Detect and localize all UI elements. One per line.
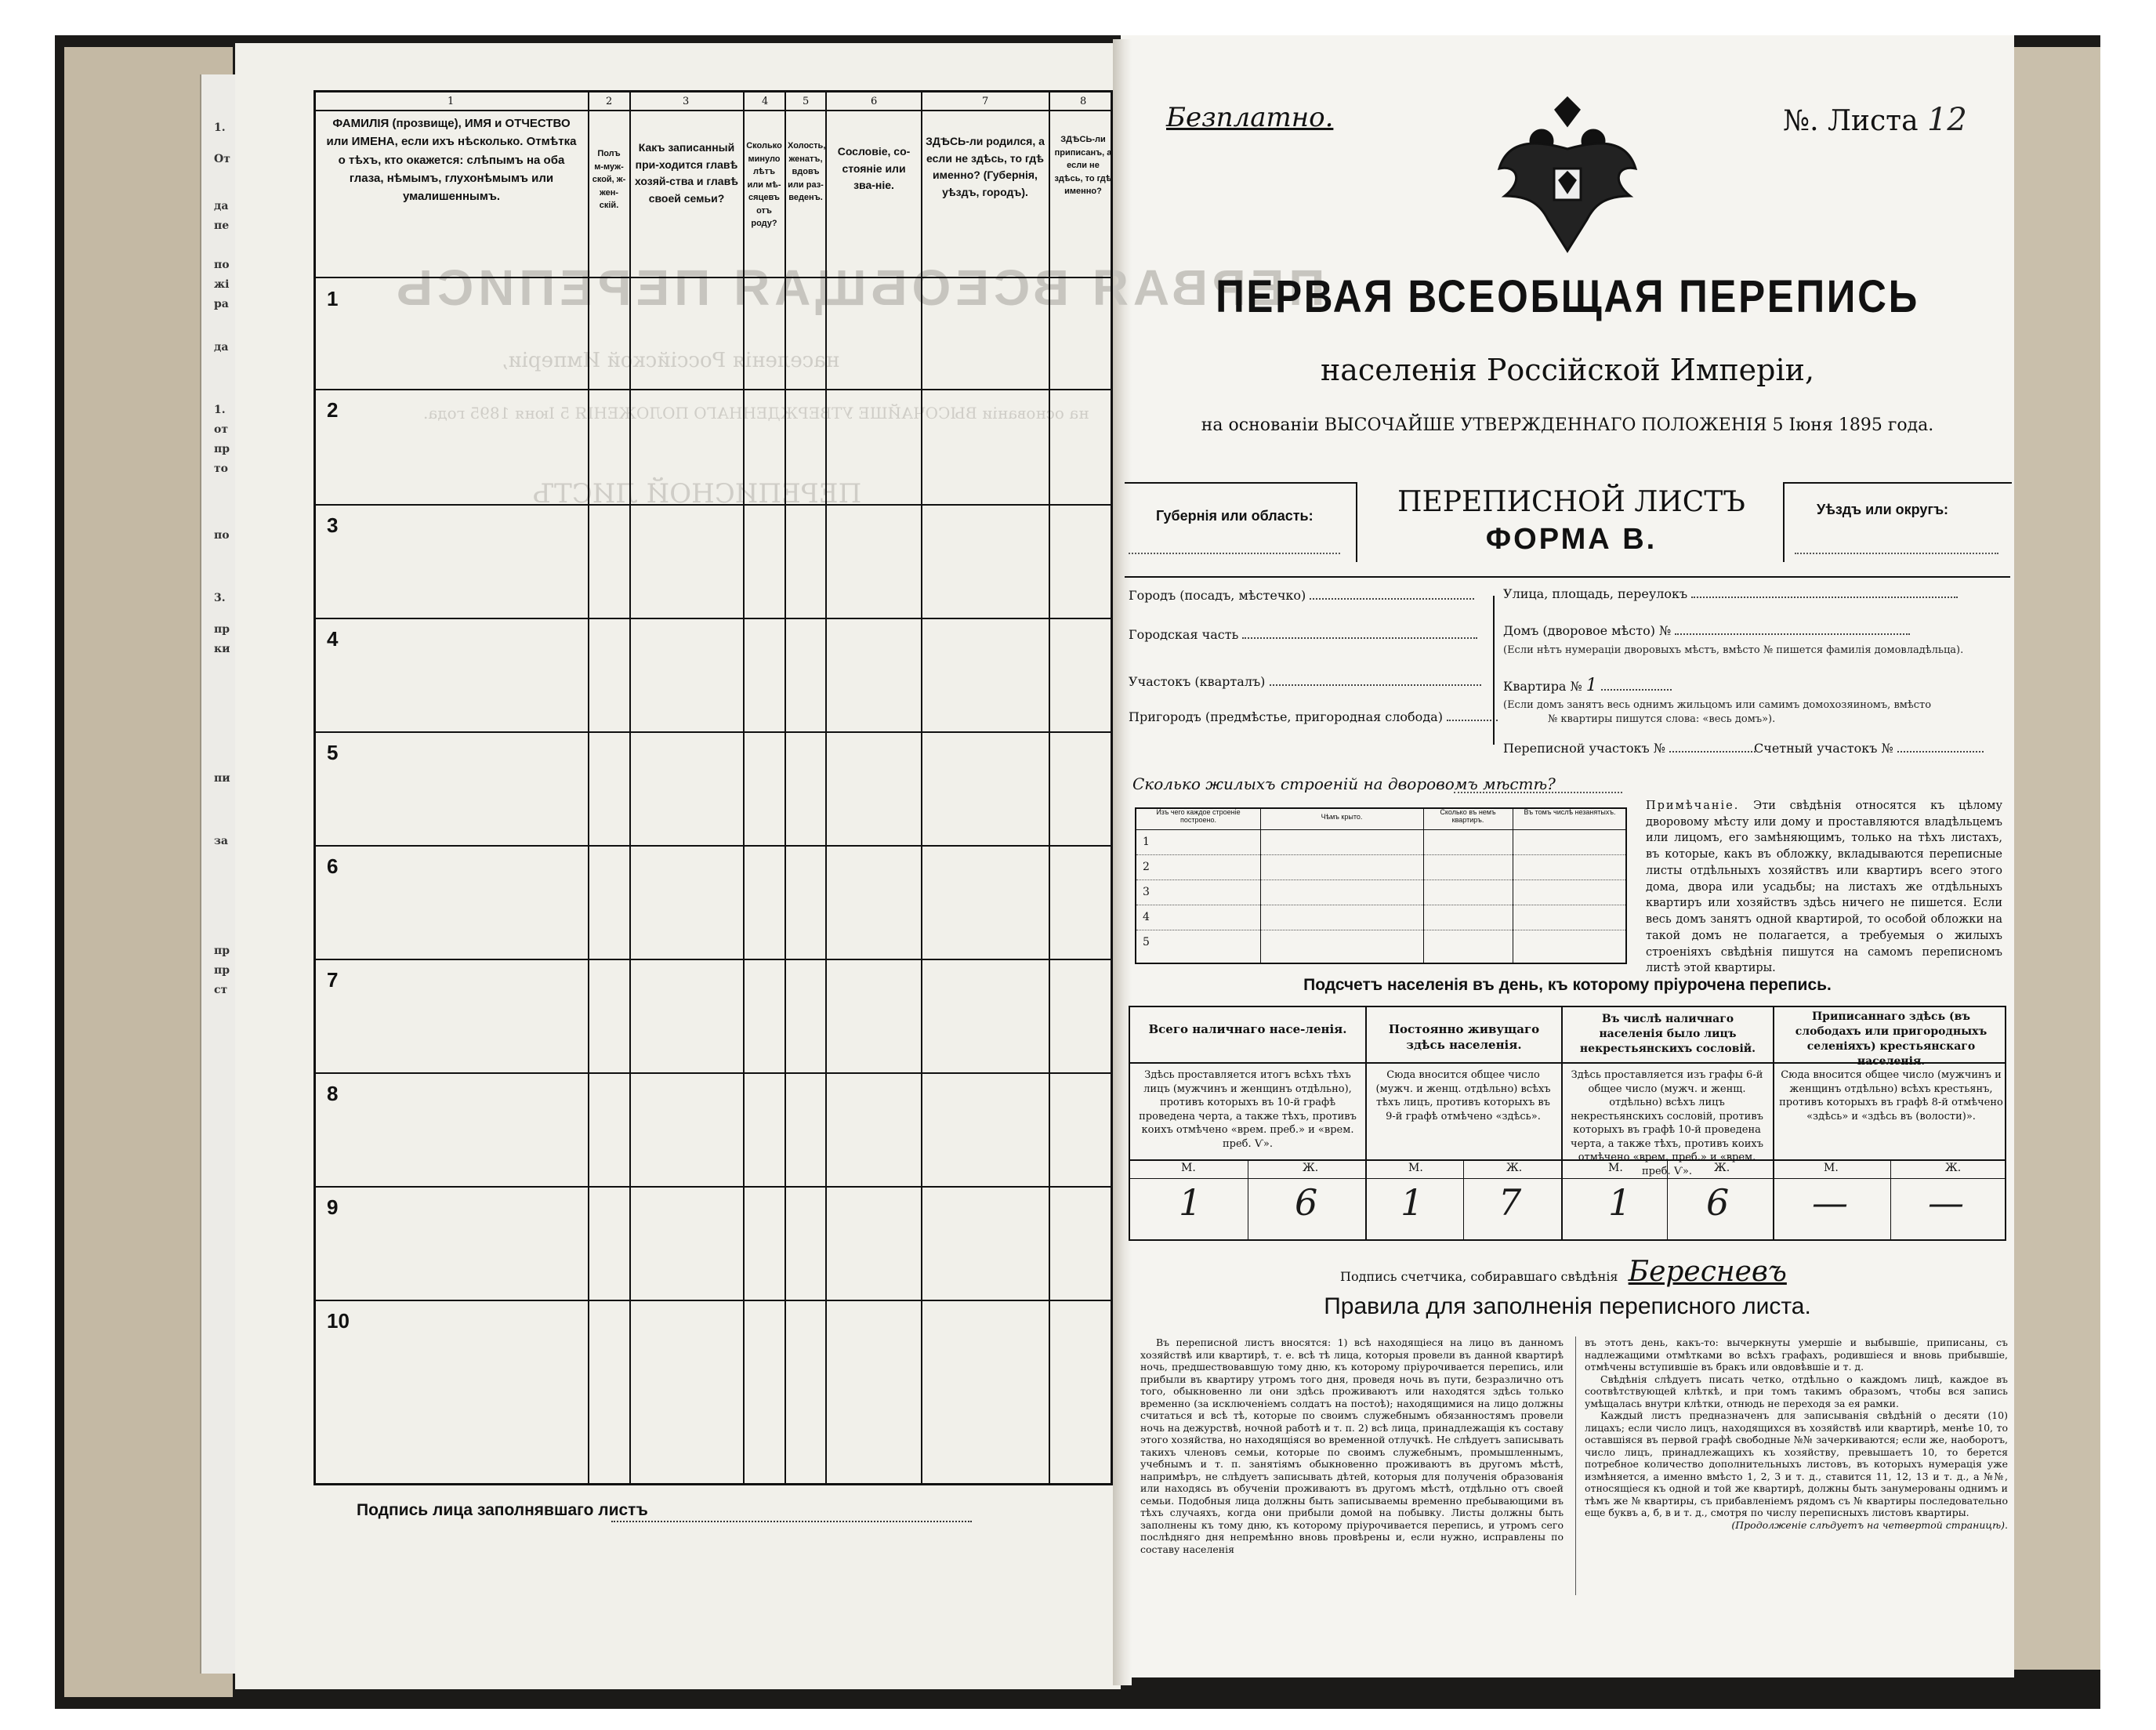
count-nonpeasant-male: 1 — [1608, 1181, 1632, 1224]
header-estate: Сословіе, со-стояніе или зва-ніе. — [837, 145, 911, 192]
column-number-1: 1 — [448, 96, 455, 107]
header-age: Сколько минуло лѣтъ или мѣ-сяцевъ отъ роду? — [746, 141, 782, 228]
remark-body: Эти свѣдѣнія относятся къ цѣлому дворовому мѣсту или дому и проставляются владѣльцемъ или лицомъ, его замѣняющимъ, только на тѣхъ листахъ, въ которые, какъ въ обложку, вкладываются переписные листы отдѣльныхъ хозяйствъ или квартиръ всего этого дома, двора или усадьбы; на листахъ же отдѣльныхъ квартиръ или хозяйствъ здѣсь ничего не пишется. Если весь домъ занятъ одной квартирой, то особой обложки на такой домъ не полагается, а требуемыя о жилыхъ строеніяхъ свѣдѣнія пишутся на самомъ переписномъ листѣ этой квартиры. — [1646, 800, 2002, 975]
book-edge-right — [2006, 47, 2100, 1670]
female-label: Ж. — [1303, 1162, 1319, 1174]
column-number-3: 3 — [683, 96, 690, 107]
column-number-6: 6 — [871, 96, 878, 107]
buildings-answer-line — [1454, 792, 1622, 793]
rules-left-text: Въ переписной листъ вносятся: 1) всѣ находящіеся на лицо въ данномъ хозяйствѣ или квартирѣ, т. е. всѣ тѣ лица, которыя провели въ данной квартирѣ ночь, предшествовавшую тому дню, къ которому пріурочивается перепись, или прибыли въ квартиру утромъ того дня, проведя ночь въ пути, безразлично отъ того, обыкновенно ли они здѣсь проживаютъ или находятся здѣсь только временно (за исключеніемъ солдатъ на постоѣ); находящимися на лицо должны считаться и всѣ тѣ, которые по своимъ служебнымъ обязанностямъ провели ночь на дежурствѣ, ночной работѣ и т. п. 2) всѣ лица, принадлежащія къ составу этого хозяйства, но находящіяся во временной отлучкѣ. Не слѣдуетъ записывать такихъ членовъ семьи, которые по своимъ служебнымъ, промышленнымъ, учебнымъ и т. п. занятіямъ обыкновенно проживаютъ въ другомъ мѣстѣ, напримѣръ, не слѣдуетъ записывать дѣтей, которыя для полученія образованія или находясь въ обученіи проживаютъ въ другомъ мѣстѣ, отдѣльно отъ своей семьи. Подобныя лица должны быть записываемы временно пребывающими въ тѣхъ случаяхъ, когда они прибыли домой на побывку. Листы должны быть заполнены къ тому дню, къ которому пріурочивается перепись, и утромъ сего послѣдняго дня непремѣнно вновь провѣрены и, если нужно, исправлены по составу населенія — [1140, 1336, 1564, 1555]
rules-right-text-1: въ этотъ день, какъ-то: вычеркнуты умершіе и выбывшіе, приписаны, съ надлежащими отмѣтками во всѣхъ графахъ, родившіеся и вновь прибывшіе, отмѣчены вступившіе въ бракъ или овдовѣвшіе и т. д. — [1585, 1336, 2008, 1373]
female-label: Ж. — [1506, 1162, 1523, 1174]
collector-signature-value: Бересневъ — [1628, 1256, 1787, 1288]
sheet-number-value: 12 — [1926, 102, 1967, 138]
count-present-female: 6 — [1295, 1181, 1318, 1224]
province-label: Губернія или область: — [1156, 508, 1314, 524]
count-peasant-male: — — [1812, 1181, 1848, 1224]
form-title — [1360, 482, 1783, 557]
street-label: Улица, площадь, переулокъ — [1503, 586, 1688, 601]
buildings-row-number: 5 — [1143, 936, 1150, 948]
buildings-row-number: 3 — [1143, 886, 1150, 898]
sheet-number — [1783, 102, 1967, 138]
header-name: ФАМИЛІЯ (прозвище), ИМЯ и ОТЧЕСТВО или ИМЕНА, если ихъ нѣсколько. Отмѣтка о тѣхъ, кто окажется: слѣпымъ на оба глаза, нѣмымъ, глухонѣмымъ или умалишеннымъ. — [326, 117, 577, 203]
street-field[interactable] — [1503, 586, 1958, 601]
document-title: ПЕРВАЯ ВСЕОБЩАЯ ПЕРЕПИСЬ — [1216, 271, 1919, 322]
header-birthplace: ЗДѢСЬ-ли родился, а если не здѣсь, то гдѣ именно? (Губернія, уѣздъ, городъ). — [926, 135, 1045, 199]
apartment-note-2: № квартиры пишутся слова: «весь домъ»). — [1548, 713, 1776, 725]
bleed-through-form: ПЕРЕПИСНОЙ ЛИСТЪ — [533, 478, 862, 510]
buildings-header-roof: Чѣмъ крыто. — [1321, 813, 1363, 821]
header-separator — [1125, 576, 2010, 578]
document-basis: на основаніи ВЫСОЧАЙШЕ УТВЕРЖДЕННАГО ПОЛОЖЕНІЯ 5 Іюня 1895 года. — [1201, 415, 1934, 435]
form-title-text: ПЕРЕПИСНОЙ ЛИСТЪ — [1397, 486, 1745, 518]
city-part-field[interactable] — [1129, 627, 1477, 642]
header-marital: Холость, женатъ, вдовъ или раз-веденъ. — [788, 141, 826, 202]
row-number: 6 — [327, 854, 339, 878]
male-label: М. — [1824, 1162, 1839, 1174]
column-number-7: 7 — [982, 96, 989, 107]
city-label: Городъ (посадъ, мѣстечко) — [1129, 588, 1306, 603]
rules-title: Правила для заполненія переписного листа. — [1324, 1293, 1811, 1319]
row-number: 3 — [327, 513, 339, 537]
count-permanent-female: 7 — [1498, 1181, 1522, 1224]
apartment-note-1: (Если домъ занятъ весь однимъ жильцомъ или самимъ домохозяиномъ, вмѣсто — [1503, 699, 1932, 711]
header-registered: ЗДѢСЬ-ли приписанъ, а если не здѣсь, то гдѣ именно? — [1054, 135, 1112, 196]
header-sex: Полъ м-муж-ской, ж-жен-скій. — [592, 149, 626, 210]
row-number: 1 — [327, 287, 339, 310]
count-peasant-female: — — [1928, 1181, 1964, 1224]
bleed-through-subtitle: населенія Россійской Имперіи, — [502, 349, 840, 372]
census-precinct-field[interactable] — [1503, 741, 1756, 756]
rules-right-text-2: Свѣдѣнія слѣдуетъ писать четко, отдѣльно о каждомъ лицѣ, каждое въ соотвѣтствующей клѣткѣ, и при томъ такимъ образомъ, чтобы вся запись умѣщалась внутри клѣтки, отнюдь не переходя за ея рамки. — [1585, 1373, 2008, 1409]
rules-continued: (Продолженіе слѣдуетъ на четвертой страницѣ). — [1731, 1518, 2008, 1531]
count-col2-body: Сюда вносится общее число (мужч. и женщ. отдѣльно) всѣхъ тѣхъ лицъ, противъ которыхъ въ 9-й графѣ отмѣчено «здѣсь». — [1375, 1069, 1551, 1123]
female-label: Ж. — [1945, 1162, 1962, 1174]
column-number-5: 5 — [803, 96, 810, 107]
signer-label: Подпись лица заполнявшаго листъ — [357, 1501, 648, 1519]
free-label: Безплатно. — [1166, 102, 1334, 133]
double-headed-eagle-emblem — [1493, 94, 1642, 259]
row-number: 10 — [327, 1309, 350, 1333]
buildings-row-number: 4 — [1143, 911, 1150, 923]
district-label: Уѣздъ или округъ: — [1817, 502, 1949, 517]
district-line — [1795, 553, 1998, 554]
buildings-row-number: 1 — [1143, 836, 1150, 848]
census-register-table — [313, 90, 1113, 1485]
sheet-number-label: №. Листа — [1783, 105, 1919, 137]
remark-title: Примѣчаніе. — [1646, 800, 1740, 812]
house-field[interactable] — [1503, 623, 1910, 638]
bleed-through-title: ПЕРВАЯ ВСЕОБЩАЯ ПЕРЕПИСЬ — [392, 259, 1325, 316]
header-relation: Какъ записанный при-ходится главѣ хозяй-ства и главѣ своей семьи? — [634, 141, 739, 205]
male-label: М. — [1181, 1162, 1196, 1174]
row-number: 5 — [327, 741, 339, 764]
document-subtitle: населенія Россійской Имперіи, — [1320, 353, 1815, 387]
rules-right-column — [1585, 1336, 2008, 1531]
count-col3-head: Въ числѣ наличнаго населенія было лицъ некрестьянскихъ сословій. — [1579, 1013, 1756, 1055]
row-number: 9 — [327, 1195, 339, 1219]
buildings-header-material: Изъ чего каждое строеніе построено. — [1156, 808, 1241, 824]
count-col4-head: Приписаннаго здѣсь (въ слободахъ или пригородныхъ селеніяхъ) крестьянскаго населенія. — [1795, 1010, 1988, 1068]
rules-left-column — [1140, 1336, 1564, 1555]
collector-signature-label: Подпись счетчика, собиравшаго свѣдѣнія — [1340, 1269, 1618, 1284]
precinct-label: Участокъ (кварталъ) — [1129, 674, 1266, 689]
rules-right-text-3: Каждый листъ предназначенъ для записыванія свѣдѣній о десяти (10) лицахъ; если число лицъ, находящихся въ хозяйствѣ или квартирѣ, менѣе 10, то оставшіяся въ первой графѣ свободные №№ зачеркиваются; если же, наоборотъ, число лицъ, принадлежащихъ къ хозяйству, превышаетъ 10, то берется потребное количество дополнительныхъ листовъ, въ которыхъ нумерація уже измѣняется, а именно вмѣсто 1, 2, 3 и т. д., ставится 11, 12, 13 и т. д., а №№, относящіеся къ одной и той же квартирѣ, должны быть занумерованы однимъ и тѣмъ же № квартиры, съ прибавленіемъ рядомъ съ № квартиры последовательно еще буквъ а, б, в и т. д., смотря по числу переписныхъ листовъ квартиры. — [1585, 1409, 2008, 1518]
rules-column-divider — [1575, 1336, 1576, 1595]
count-col1-head: Всего наличнаго насе-ленія. — [1148, 1022, 1347, 1036]
apartment-field[interactable] — [1503, 676, 1672, 695]
count-col1-body: Здѣсь проставляется итогъ всѣхъ тѣхъ лицъ (мужчинъ и женщинъ отдѣльно), противъ которыхъ въ 10-й графѣ проведена черта, а также тѣхъ, противъ коихъ отмѣчено «врем. преб.» и «врем. преб. Ѵ». — [1139, 1069, 1357, 1150]
remark-text — [1646, 798, 2002, 977]
count-col4-body: Сюда вносится общее число (мужчинъ и женщинъ отдѣльно) всѣхъ крестьянъ, противъ которыхъ въ графѣ 8-й отмѣчено «здѣсь» и «здѣсь въ (волости)». — [1779, 1069, 2003, 1123]
count-precinct-field[interactable] — [1754, 741, 1984, 756]
province-line — [1129, 553, 1340, 554]
row-number: 7 — [327, 968, 339, 992]
count-nonpeasant-female: 6 — [1706, 1181, 1730, 1224]
female-label: Ж. — [1714, 1162, 1730, 1174]
apartment-value: 1 — [1585, 676, 1597, 695]
buildings-row-number: 2 — [1143, 861, 1150, 873]
count-precinct-label: Счетный участокъ № — [1754, 741, 1893, 756]
column-number-2: 2 — [606, 96, 613, 107]
count-present-male: 1 — [1179, 1181, 1202, 1224]
collector-signature — [1340, 1256, 1787, 1288]
buildings-header-apartments: Сколько въ немъ квартиръ. — [1440, 808, 1496, 824]
population-count-title: Подсчетъ населенія въ день, къ которому пріурочена перепись. — [1303, 976, 1832, 994]
count-col3-body: Здѣсь проставляется изъ графы 6-й общее число (мужч. и женщ. отдѣльно) всѣхъ лицъ некрестьянскихъ сословій, противъ которыхъ въ графѣ 10-й проведена черта, а также тѣхъ, противъ коихъ отмѣчено «врем. преб.» и «врем. преб. Ѵ». — [1570, 1069, 1764, 1177]
suburb-label: Пригородъ (предмѣстье, пригородная слобода) — [1129, 709, 1443, 724]
house-note: (Если нѣтъ нумераціи дворовыхъ мѣстъ, вмѣсто № пишется фамилія домовладѣльца). — [1503, 644, 1964, 656]
census-precinct-label: Переписной участокъ № — [1503, 741, 1665, 756]
apartment-label: Квартира № — [1503, 679, 1582, 694]
form-name: ФОРМА В. — [1485, 523, 1658, 557]
underlying-page-strip: 1. От да пе по жі ра да 1. от пр то по 3. пр ки пи за пр пр ст — [200, 74, 245, 1674]
row-number: 4 — [327, 627, 339, 651]
row-number: 2 — [327, 398, 339, 422]
buildings-header-vacant: Въ томъ числѣ незанятыхъ. — [1524, 808, 1616, 816]
house-label: Домъ (дворовое мѣсто) № — [1503, 623, 1672, 638]
male-label: М. — [1608, 1162, 1623, 1174]
male-label: М. — [1408, 1162, 1423, 1174]
precinct-field[interactable] — [1129, 674, 1481, 689]
bleed-through-basis: на основаніи ВЫСОЧАЙШЕ УТВЕРЖДЕННАГО ПОЛОЖЕНІЯ 5 Іюня 1895 года. — [423, 404, 1089, 423]
buildings-table — [1135, 807, 1627, 964]
population-count-table — [1129, 1006, 2006, 1241]
buildings-question: Сколько жилыхъ строеній на дворовомъ мѣстѣ? — [1132, 774, 1556, 793]
column-number-8: 8 — [1080, 96, 1087, 107]
suburb-field[interactable] — [1129, 709, 1498, 724]
row-number: 8 — [327, 1082, 339, 1105]
city-field[interactable] — [1129, 588, 1474, 603]
city-part-label: Городская часть — [1129, 627, 1239, 642]
count-permanent-male: 1 — [1400, 1181, 1424, 1224]
address-divider — [1493, 596, 1495, 745]
count-col2-head: Постоянно живущаго здѣсь населенія. — [1388, 1022, 1540, 1053]
signer-line — [611, 1521, 972, 1522]
column-number-4: 4 — [762, 96, 769, 107]
